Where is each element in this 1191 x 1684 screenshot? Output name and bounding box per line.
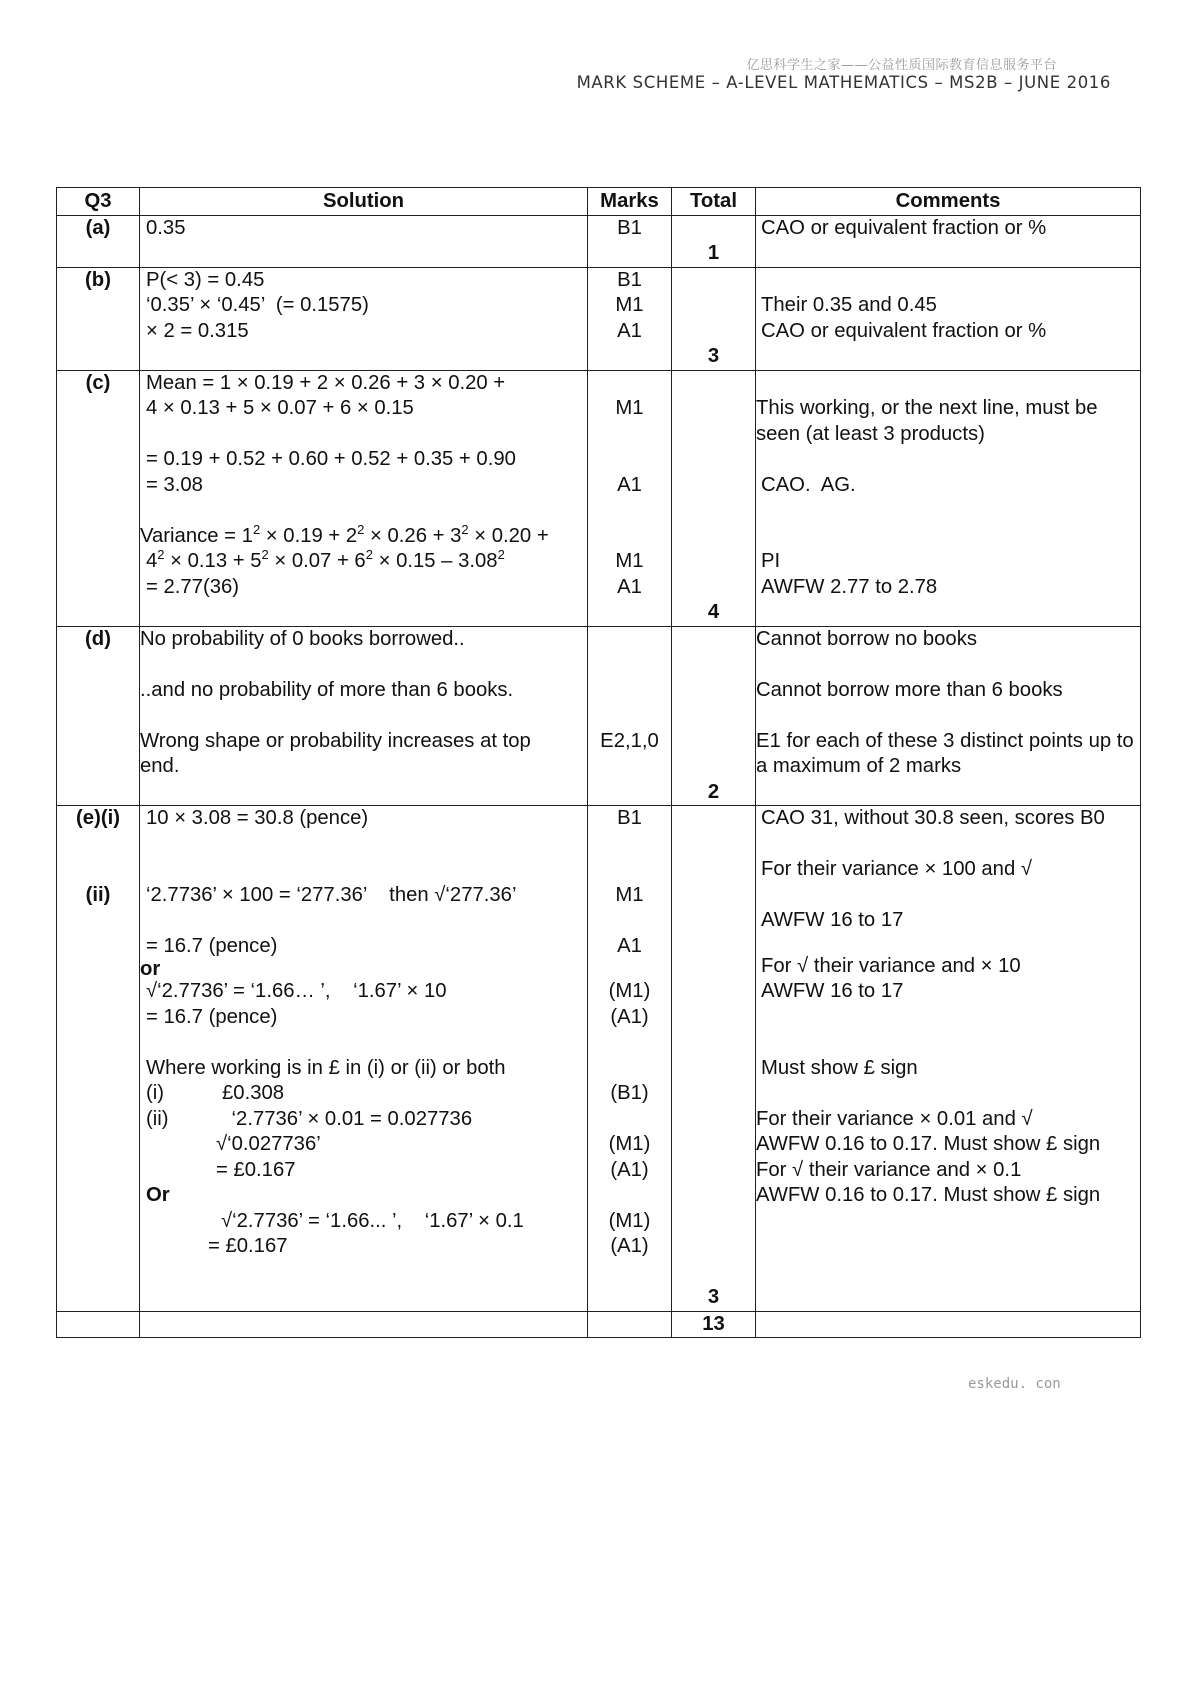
mark: (A1) bbox=[610, 1005, 649, 1028]
comment-line: For √ their variance and × 10 bbox=[761, 954, 1021, 977]
comments-cell bbox=[756, 626, 1141, 806]
total-cell: 3 bbox=[672, 806, 756, 1312]
mark: A1 bbox=[617, 473, 642, 496]
marks-cell bbox=[588, 370, 672, 626]
solution-line: or bbox=[140, 958, 161, 980]
solution-line: Or bbox=[146, 1184, 170, 1206]
question-label: (a) bbox=[57, 215, 140, 267]
mark: (M1) bbox=[608, 1133, 651, 1155]
comment-line: Cannot borrow no books bbox=[756, 627, 977, 650]
table-row bbox=[57, 215, 1141, 267]
mark-scheme-table bbox=[56, 187, 1141, 1338]
grand-total: 13 bbox=[672, 1311, 756, 1338]
solution-line: = 16.7 (pence) bbox=[146, 1005, 278, 1028]
solution-line: P(< 3) = 0.45 bbox=[146, 268, 265, 291]
solution-line: ‘0.35’ × ‘0.45’ (= 0.1575) bbox=[146, 294, 369, 316]
mark: (M1) bbox=[608, 1209, 651, 1232]
header-marks: Marks bbox=[588, 188, 672, 216]
total-cell: 2 bbox=[672, 626, 756, 806]
solution-line: Wrong shape or probability increases at top end. bbox=[140, 729, 531, 777]
solution-line: (i) £0.308 bbox=[146, 1082, 285, 1104]
solution-line: (ii) ‘2.7736’ × 0.01 = 0.027736 bbox=[146, 1107, 473, 1130]
comments-cell bbox=[756, 370, 1141, 626]
mark: M1 bbox=[615, 294, 644, 316]
header-solution: Solution bbox=[140, 188, 588, 216]
question-label: (d) bbox=[57, 626, 140, 806]
solution-line: No probability of 0 books borrowed.. bbox=[140, 627, 465, 650]
comment-line: AWFW 0.16 to 0.17. Must show £ sign bbox=[756, 1133, 1101, 1155]
mark: M1 bbox=[615, 550, 644, 572]
marks-cell bbox=[588, 215, 672, 267]
variance-line-1: Variance = $1^2 \times 0.19 + 2^2 \times 0.26 + 3^2 \times 0.20$ + bbox=[140, 521, 549, 547]
comments-cell bbox=[756, 806, 1141, 1312]
comment-line: AWFW 0.16 to 0.17. Must show £ sign bbox=[756, 1184, 1101, 1206]
comment-line: AWFW 16 to 17 bbox=[761, 909, 904, 931]
marks-cell bbox=[588, 806, 672, 1312]
mark: B1 bbox=[617, 807, 642, 829]
watermark-text: 亿思科学生之家——公益性质国际教育信息服务平台 bbox=[746, 58, 1057, 73]
total-cell: 4 bbox=[672, 370, 756, 626]
header-comments: Comments bbox=[756, 188, 1141, 216]
total-cell: 1 bbox=[672, 215, 756, 267]
solution-line: = 16.7 (pence) bbox=[146, 934, 278, 957]
comment-line: AWFW 2.77 to 2.78 bbox=[761, 575, 938, 598]
grand-total-row bbox=[57, 1311, 1141, 1338]
solution-cell bbox=[140, 267, 588, 370]
solution-line: × 2 = 0.315 bbox=[146, 319, 249, 342]
comment-line: For √ their variance and × 0.1 bbox=[756, 1158, 1022, 1181]
header-total: Total bbox=[672, 188, 756, 216]
mark: (A1) bbox=[610, 1235, 649, 1257]
comment-line: CAO 31, without 30.8 seen, scores B0 bbox=[761, 807, 1105, 829]
solution-line: 0.35 bbox=[146, 216, 186, 239]
comment-line: AWFW 16 to 17 bbox=[761, 980, 904, 1002]
solution-line: = £0.167 bbox=[216, 1158, 296, 1181]
comment-line: For their variance × 0.01 and √ bbox=[756, 1107, 1033, 1130]
comment-line: PI bbox=[761, 550, 781, 572]
mark: M1 bbox=[615, 397, 644, 419]
question-label: (b) bbox=[57, 267, 140, 370]
solution-line: √‘2.7736’ = ‘1.66… ’, ‘1.67’ × 10 bbox=[146, 980, 447, 1002]
variance-line-2: $4^2 \times 0.13 + 5^2 \times 0.07 + 6^2 \times 0.15 - 3.08^2$ bbox=[146, 547, 505, 572]
solution-line: = 2.77(36) bbox=[146, 575, 240, 598]
mark: (B1) bbox=[610, 1082, 649, 1104]
solution-line: Mean = 1 × 0.19 + 2 × 0.26 + 3 × 0.20 + bbox=[146, 371, 506, 394]
table-row bbox=[57, 267, 1141, 370]
mark: B1 bbox=[617, 216, 642, 239]
total-cell: 3 bbox=[672, 267, 756, 370]
solution-cell bbox=[140, 215, 588, 267]
comment-line: CAO or equivalent fraction or % bbox=[761, 319, 1047, 342]
comment-line: E1 for each of these 3 distinct points up to a maximum of 2 marks bbox=[756, 729, 1134, 777]
solution-line: √‘0.027736’ bbox=[216, 1133, 321, 1155]
table-row bbox=[57, 370, 1141, 626]
comment-line: CAO. AG. bbox=[761, 473, 856, 496]
comment-line: Cannot borrow more than 6 books bbox=[756, 678, 1063, 701]
mark: A1 bbox=[617, 575, 642, 598]
mark: B1 bbox=[617, 268, 642, 291]
comment-line: Their 0.35 and 0.45 bbox=[761, 294, 937, 316]
header-q: Q3 bbox=[57, 188, 140, 216]
table-row bbox=[57, 626, 1141, 806]
comment-line: For their variance × 100 and √ bbox=[761, 858, 1032, 880]
mark: A1 bbox=[617, 319, 642, 342]
solution-line: 4 × 0.13 + 5 × 0.07 + 6 × 0.15 bbox=[146, 397, 414, 419]
comment-line: CAO or equivalent fraction or % bbox=[761, 216, 1047, 239]
question-label: (e)(i) bbox=[76, 807, 120, 829]
solution-line: √‘2.7736’ = ‘1.66... ’, ‘1.67’ × 0.1 bbox=[221, 1209, 524, 1232]
solution-cell bbox=[140, 806, 588, 1312]
comment-line: This working, or the next line, must be seen (at least 3 products) bbox=[756, 397, 1098, 445]
solution-line: ‘2.7736’ × 100 = ‘277.36’ then √‘277.36’ bbox=[146, 883, 517, 906]
footer-site: eskedu. con bbox=[968, 1376, 1061, 1392]
comment-line: Must show £ sign bbox=[761, 1056, 918, 1079]
solution-line: = 3.08 bbox=[146, 473, 203, 496]
solution-line: 10 × 3.08 = 30.8 (pence) bbox=[146, 807, 369, 829]
question-label: (c) bbox=[57, 370, 140, 626]
mark: M1 bbox=[615, 883, 644, 906]
solution-line: = 0.19 + 0.52 + 0.60 + 0.52 + 0.35 + 0.90 bbox=[146, 448, 516, 470]
question-label-cell bbox=[57, 806, 140, 1312]
comments-cell bbox=[756, 267, 1141, 370]
mark: A1 bbox=[617, 934, 642, 957]
comments-cell bbox=[756, 215, 1141, 267]
marks-cell bbox=[588, 267, 672, 370]
mark: E2,1,0 bbox=[600, 729, 659, 752]
solution-line: = £0.167 bbox=[208, 1235, 288, 1257]
table-row bbox=[57, 806, 1141, 1312]
page-header-title: MARK SCHEME – A-LEVEL MATHEMATICS – MS2B – JUNE 2016 bbox=[576, 73, 1111, 92]
solution-cell bbox=[140, 370, 588, 626]
solution-line: Where working is in £ in (i) or (ii) or both bbox=[146, 1056, 506, 1079]
marks-cell bbox=[588, 626, 672, 806]
solution-cell bbox=[140, 626, 588, 806]
table-header-row bbox=[57, 188, 1141, 216]
mark: (A1) bbox=[610, 1158, 649, 1181]
solution-line: ..and no probability of more than 6 books. bbox=[140, 678, 514, 701]
mark: (M1) bbox=[608, 980, 651, 1002]
question-label: (ii) bbox=[85, 883, 111, 906]
